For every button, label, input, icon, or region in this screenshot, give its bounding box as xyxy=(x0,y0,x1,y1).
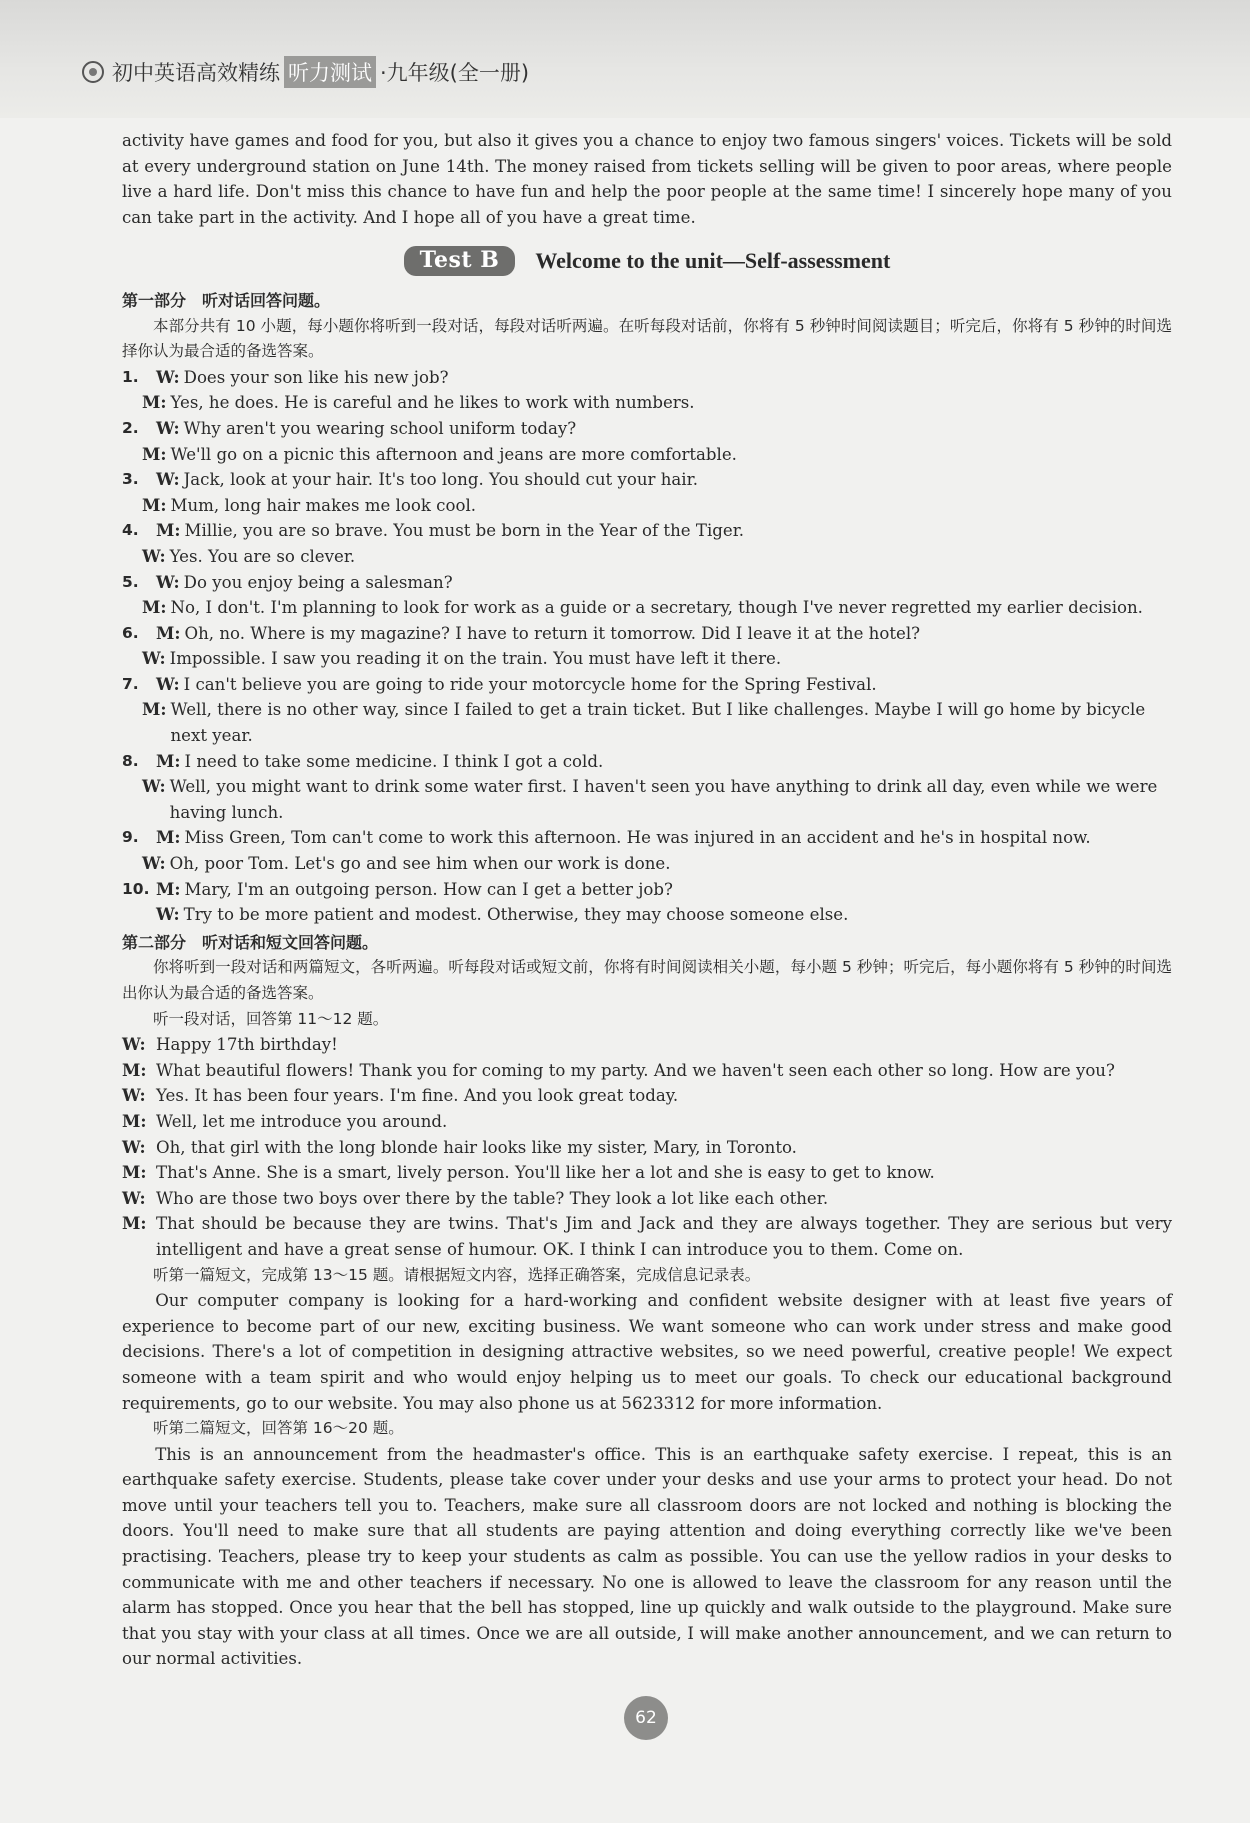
title-suffix: ·九年级(全一册) xyxy=(380,61,530,85)
speaker: W: xyxy=(122,1034,146,1055)
speaker: W: xyxy=(142,853,166,874)
dialogue-text: No, I don't. I'm planning to look for work as a guide or a secretary, though I've never regretted my earlier decision. xyxy=(170,598,1143,618)
question-reply xyxy=(122,544,1172,570)
dialogue-line xyxy=(122,1032,1172,1058)
page-number: 62 xyxy=(624,1696,668,1740)
speaker: W: xyxy=(156,904,180,925)
speaker: M: xyxy=(142,494,167,515)
speaker: M: xyxy=(156,750,181,771)
dialogue-text: Millie, you are so brave. You must be born in the Year of the Tiger. xyxy=(184,521,745,541)
question-reply xyxy=(122,697,1172,748)
speaker: M: xyxy=(142,392,167,413)
dialogue-line xyxy=(122,1160,1172,1186)
dialogue-line xyxy=(122,1186,1172,1212)
speaker: M: xyxy=(142,597,167,618)
dialogue-line xyxy=(122,1109,1172,1135)
birthday-dialogue xyxy=(122,1032,1172,1262)
speaker: W: xyxy=(122,1085,146,1106)
dialogue-text: Jack, look at your hair. It's too long. You should cut your hair. xyxy=(183,470,698,490)
dialogue-line xyxy=(122,1058,1172,1084)
speaker: M: xyxy=(156,878,181,899)
headphones-icon xyxy=(80,59,106,85)
question-number: 7. xyxy=(122,674,139,693)
dialogue-intro: 听一段对话，回答第 11～12 题。 xyxy=(153,1009,389,1028)
test-badge: Test B xyxy=(404,246,516,276)
speaker: W: xyxy=(156,417,180,438)
dialogue-text: Happy 17th birthday! xyxy=(156,1035,338,1055)
question-reply xyxy=(122,595,1172,621)
dialogue-text: Oh, poor Tom. Let's go and see him when our work is done. xyxy=(169,854,671,874)
speaker: M: xyxy=(156,520,181,541)
dialogue-line xyxy=(122,1083,1172,1109)
question-item xyxy=(122,467,1172,493)
dialogue-text: Yes. You are so clever. xyxy=(169,546,356,566)
dialogue-text: Yes. It has been four years. I'm fine. And you look great today. xyxy=(156,1086,679,1106)
question-number: 3. xyxy=(122,470,139,489)
dialogue-text: Why aren't you wearing school uniform today? xyxy=(183,418,577,438)
speaker: M: xyxy=(122,1059,147,1080)
intro-paragraph: activity have games and food for you, but also it gives you a chance to enjoy two famous singers' voices. Tickets will be sold at every underground station on June 14th. The money raised from tickets selling will be given to poor areas, where people live a hard life. Don't miss this chance to have fun and help the poor people at the same time! I sincerely hope many of you can take part in the activity. And I hope all of you have a great time. xyxy=(122,131,1172,227)
dialogue-line xyxy=(122,1211,1172,1262)
question-reply xyxy=(122,390,1172,416)
question-item xyxy=(122,877,1172,903)
question-reply xyxy=(122,493,1172,519)
dialogue-text: We'll go on a picnic this afternoon and jeans are more comfortable. xyxy=(170,444,737,464)
speaker: W: xyxy=(122,1187,146,1208)
dialogue-text: That should be because they are twins. That's Jim and Jack and they are always together. They are serious but very intelligent and have a great sense of humour. OK. I think I can introduce you to them. Come on. xyxy=(156,1214,1172,1259)
dialogue-text: What beautiful flowers! Thank you for coming to my party. And we haven't seen each other so long. How are you? xyxy=(156,1060,1115,1080)
question-reply xyxy=(122,442,1172,468)
question-number: 8. xyxy=(122,751,139,770)
question-number: 10. xyxy=(122,879,150,898)
question-number: 6. xyxy=(122,623,139,642)
question-reply xyxy=(122,774,1172,825)
speaker: W: xyxy=(156,571,180,592)
passage1-text: Our computer company is looking for a hard-working and confident website designer with at least five years of experience to become part of our new, exciting business. We want someone who can work under stress and make good decisions. There's a lot of competition in designing attractive websites, so we need powerful, creative people! We expect someone with a team spirit and who would enjoy helping us to meet our goals. To check our educational background requirements, go to our website. You may also phone us at 5623312 for more information. xyxy=(122,1291,1172,1413)
part1-heading: 第一部分 听对话回答问题。 xyxy=(122,290,331,310)
title-highlight: 听力测试 xyxy=(284,56,376,88)
dialogue-text: I can't believe you are going to ride your motorcycle home for the Spring Festival. xyxy=(183,674,877,694)
dialogue-text: Miss Green, Tom can't come to work this afternoon. He was injured in an accident and he's in hospital now. xyxy=(184,828,1091,848)
dialogue-text: Who are those two boys over there by the table? They look a lot like each other. xyxy=(156,1188,829,1208)
speaker: M: xyxy=(142,699,167,720)
dialogue-text: That's Anne. She is a smart, lively person. You'll like her a lot and she is easy to get to know. xyxy=(156,1163,935,1183)
dialogue-text: Well, there is no other way, since I failed to get a train ticket. But I like challenges. Maybe I will go home by bicycle next year. xyxy=(170,700,1146,746)
question-item xyxy=(122,749,1172,775)
question-number: 2. xyxy=(122,418,139,437)
part2-heading: 第二部分 听对话和短文回答问题。 xyxy=(122,932,379,952)
dialogue-text: I need to take some medicine. I think I got a cold. xyxy=(184,751,604,771)
dialogue-text: Impossible. I saw you reading it on the train. You must have left it there. xyxy=(169,649,782,669)
question-item xyxy=(122,825,1172,851)
passage1-intro: 听第一篇短文，完成第 13～15 题。请根据短文内容，选择正确答案，完成信息记录表。 xyxy=(153,1265,761,1284)
speaker: W: xyxy=(156,366,180,387)
question-item xyxy=(122,621,1172,647)
speaker: W: xyxy=(142,648,166,669)
page-header xyxy=(0,0,1250,118)
part2-instruction: 你将听到一段对话和两篇短文，各听两遍。听每段对话或短文前，你将有时间阅读相关小题，每小题 5 秒钟；听完后，每小题你将有 5 秒钟的时间选出你认为最合适的备选答案。 xyxy=(122,958,1172,1002)
question-item xyxy=(122,570,1172,596)
question-item xyxy=(122,416,1172,442)
title-prefix: 初中英语高效精练 xyxy=(112,61,280,85)
question-item xyxy=(122,672,1172,698)
question-number: 4. xyxy=(122,521,139,540)
speaker: W: xyxy=(142,776,166,797)
question-reply xyxy=(122,902,1172,928)
speaker: W: xyxy=(156,469,180,490)
dialogue-text: Mum, long hair makes me look cool. xyxy=(170,495,477,515)
dialogue-text: Well, let me introduce you around. xyxy=(156,1111,448,1131)
passage2-intro: 听第二篇短文，回答第 16～20 题。 xyxy=(153,1419,404,1438)
test-heading xyxy=(122,246,1172,276)
dialogue-text: Well, you might want to drink some water first. I haven't seen you have anything to drink all day, even while we were having lunch. xyxy=(169,777,1158,822)
speaker: W: xyxy=(156,673,180,694)
speaker: M: xyxy=(156,827,181,848)
dialogue-text: Does your son like his new job? xyxy=(183,367,449,387)
speaker: W: xyxy=(122,1136,146,1157)
page-content xyxy=(122,128,1172,1672)
question-item xyxy=(122,365,1172,391)
question-reply xyxy=(122,851,1172,877)
question-number: 5. xyxy=(122,572,139,591)
question-list xyxy=(122,365,1172,928)
question-number: 1. xyxy=(122,367,139,386)
book-title xyxy=(80,56,529,88)
dialogue-text: Oh, that girl with the long blonde hair looks like my sister, Mary, in Toronto. xyxy=(156,1137,797,1157)
test-title: Welcome to the unit—Self-assessment xyxy=(535,248,891,274)
speaker: M: xyxy=(122,1162,147,1183)
dialogue-text: Try to be more patient and modest. Otherwise, they may choose someone else. xyxy=(183,905,849,925)
speaker: M: xyxy=(122,1110,147,1131)
speaker: M: xyxy=(122,1213,147,1234)
dialogue-text: Do you enjoy being a salesman? xyxy=(183,572,453,592)
question-number: 9. xyxy=(122,828,139,847)
passage2-text: This is an announcement from the headmaster's office. This is an earthquake safety exercise. I repeat, this is an earthquake safety exercise. Students, please take cover under your desks and use your arms to protect your head. Do not move until your teachers tell you to. Teachers, make sure all classroom doors are not locked and nothing is blocking the doors. You'll need to make sure that all students are paying attention and doing everything correctly like we've been practising. Teachers, please try to keep your students as calm as possible. You can use the yellow radios in your desks to communicate with me and other teachers if necessary. No one is allowed to leave the classroom for any reason until the alarm has stopped. Once you hear that the bell has stopped, line up quickly and walk outside to the playground. Make sure that you stay with your class at all times. Once we are all outside, I will make another announcement, and we can return to our normal activities. xyxy=(122,1444,1172,1669)
dialogue-text: Oh, no. Where is my magazine? I have to return it tomorrow. Did I leave it at the hotel? xyxy=(184,623,921,643)
speaker: M: xyxy=(156,622,181,643)
question-item xyxy=(122,518,1172,544)
speaker: W: xyxy=(142,545,166,566)
dialogue-text: Yes, he does. He is careful and he likes to work with numbers. xyxy=(170,393,695,413)
question-reply xyxy=(122,646,1172,672)
dialogue-text: Mary, I'm an outgoing person. How can I get a better job? xyxy=(184,879,673,899)
dialogue-line xyxy=(122,1135,1172,1161)
speaker: M: xyxy=(142,443,167,464)
part1-instruction: 本部分共有 10 小题，每小题你将听到一段对话，每段对话听两遍。在听每段对话前，你将有 5 秒钟时间阅读题目；听完后，你将有 5 秒钟的时间选择你认为最合适的备选答案。 xyxy=(122,316,1172,361)
